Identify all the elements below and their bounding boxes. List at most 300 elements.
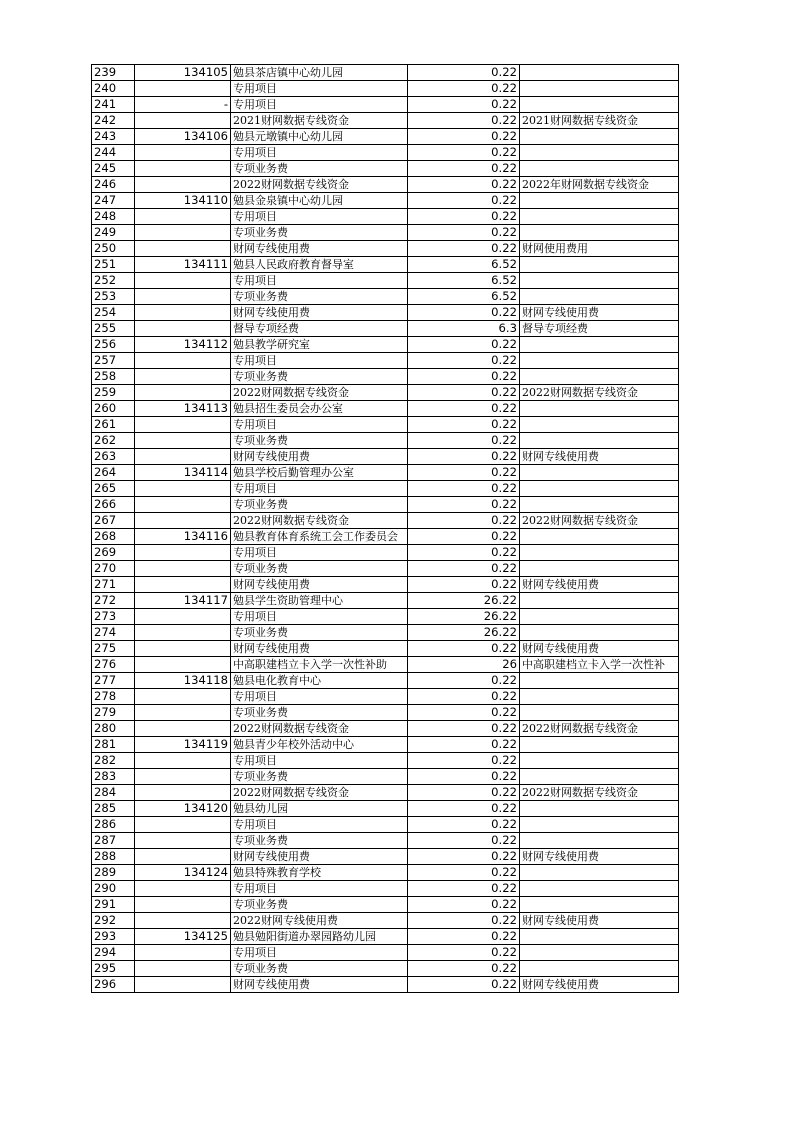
unit-code-cell xyxy=(135,273,231,289)
table-row xyxy=(92,321,679,337)
note-cell: 财网专线使用费 xyxy=(520,849,679,865)
note-cell: 2022财网数据专线资金 xyxy=(520,513,679,529)
amount-cell: 0.22 xyxy=(408,337,520,353)
table-row xyxy=(92,737,679,753)
amount-cell: 0.22 xyxy=(408,817,520,833)
unit-code-cell: 134113 xyxy=(135,401,231,417)
item-name-cell: 专项业务费 xyxy=(231,769,408,785)
item-name-cell: 2022财网数据专线资金 xyxy=(231,385,408,401)
item-name-cell: 财网专线使用费 xyxy=(231,641,408,657)
row-number-cell: 250 xyxy=(92,241,135,257)
amount-cell: 0.22 xyxy=(408,785,520,801)
note-cell xyxy=(520,145,679,161)
table-row xyxy=(92,273,679,289)
item-name-cell: 勉县教育体育系统工会工作委员会 xyxy=(231,529,408,545)
table-row xyxy=(92,161,679,177)
table-row xyxy=(92,961,679,977)
amount-cell: 0.22 xyxy=(408,673,520,689)
note-cell xyxy=(520,865,679,881)
table-row xyxy=(92,577,679,593)
row-number-cell: 294 xyxy=(92,945,135,961)
note-cell xyxy=(520,593,679,609)
table-row xyxy=(92,81,679,97)
row-number-cell: 243 xyxy=(92,129,135,145)
row-number-cell: 262 xyxy=(92,433,135,449)
row-number-cell: 292 xyxy=(92,913,135,929)
item-name-cell: 专用项目 xyxy=(231,353,408,369)
table-row xyxy=(92,65,679,81)
item-name-cell: 勉县元墩镇中心幼儿园 xyxy=(231,129,408,145)
unit-code-cell xyxy=(135,625,231,641)
item-name-cell: 勉县特殊教育学校 xyxy=(231,865,408,881)
amount-cell: 6.52 xyxy=(408,273,520,289)
row-number-cell: 241 xyxy=(92,97,135,113)
budget-table xyxy=(91,64,679,993)
table-row xyxy=(92,113,679,129)
item-name-cell: 专用项目 xyxy=(231,81,408,97)
row-number-cell: 248 xyxy=(92,209,135,225)
row-number-cell: 296 xyxy=(92,977,135,993)
unit-code-cell xyxy=(135,641,231,657)
row-number-cell: 291 xyxy=(92,897,135,913)
table-row xyxy=(92,897,679,913)
row-number-cell: 285 xyxy=(92,801,135,817)
amount-cell: 0.22 xyxy=(408,385,520,401)
item-name-cell: 勉县电化教育中心 xyxy=(231,673,408,689)
unit-code-cell: 134120 xyxy=(135,801,231,817)
amount-cell: 0.22 xyxy=(408,65,520,81)
row-number-cell: 242 xyxy=(92,113,135,129)
item-name-cell: 勉县青少年校外活动中心 xyxy=(231,737,408,753)
table-row xyxy=(92,193,679,209)
item-name-cell: 2022财网数据专线资金 xyxy=(231,785,408,801)
row-number-cell: 268 xyxy=(92,529,135,545)
row-number-cell: 265 xyxy=(92,481,135,497)
note-cell: 财网专线使用费 xyxy=(520,913,679,929)
item-name-cell: 专用项目 xyxy=(231,817,408,833)
item-name-cell: 专项业务费 xyxy=(231,561,408,577)
row-number-cell: 245 xyxy=(92,161,135,177)
table-row xyxy=(92,417,679,433)
item-name-cell: 专用项目 xyxy=(231,417,408,433)
row-number-cell: 273 xyxy=(92,609,135,625)
row-number-cell: 257 xyxy=(92,353,135,369)
amount-cell: 0.22 xyxy=(408,913,520,929)
note-cell xyxy=(520,337,679,353)
item-name-cell: 2022财网数据专线资金 xyxy=(231,177,408,193)
table-row xyxy=(92,433,679,449)
amount-cell: 0.22 xyxy=(408,977,520,993)
row-number-cell: 269 xyxy=(92,545,135,561)
item-name-cell: 财网专线使用费 xyxy=(231,977,408,993)
table-row xyxy=(92,289,679,305)
unit-code-cell xyxy=(135,177,231,193)
amount-cell: 0.22 xyxy=(408,497,520,513)
unit-code-cell xyxy=(135,305,231,321)
unit-code-cell xyxy=(135,657,231,673)
amount-cell: 0.22 xyxy=(408,161,520,177)
row-number-cell: 271 xyxy=(92,577,135,593)
unit-code-cell xyxy=(135,881,231,897)
item-name-cell: 专用项目 xyxy=(231,881,408,897)
note-cell xyxy=(520,545,679,561)
note-cell xyxy=(520,433,679,449)
amount-cell: 0.22 xyxy=(408,193,520,209)
note-cell xyxy=(520,97,679,113)
note-cell xyxy=(520,929,679,945)
row-number-cell: 254 xyxy=(92,305,135,321)
unit-code-cell xyxy=(135,81,231,97)
note-cell xyxy=(520,129,679,145)
note-cell: 财网专线使用费 xyxy=(520,577,679,593)
note-cell: 2022财网数据专线资金 xyxy=(520,785,679,801)
amount-cell: 0.22 xyxy=(408,353,520,369)
item-name-cell: 专用项目 xyxy=(231,545,408,561)
amount-cell: 0.22 xyxy=(408,769,520,785)
item-name-cell: 专项业务费 xyxy=(231,705,408,721)
unit-code-cell xyxy=(135,849,231,865)
unit-code-cell xyxy=(135,545,231,561)
amount-cell: 0.22 xyxy=(408,705,520,721)
item-name-cell: 专用项目 xyxy=(231,753,408,769)
row-number-cell: 266 xyxy=(92,497,135,513)
table-row xyxy=(92,529,679,545)
note-cell xyxy=(520,273,679,289)
item-name-cell: 财网专线使用费 xyxy=(231,449,408,465)
item-name-cell: 勉县幼儿园 xyxy=(231,801,408,817)
amount-cell: 0.22 xyxy=(408,481,520,497)
item-name-cell: 专项业务费 xyxy=(231,225,408,241)
unit-code-cell xyxy=(135,497,231,513)
unit-code-cell xyxy=(135,913,231,929)
unit-code-cell xyxy=(135,721,231,737)
amount-cell: 0.22 xyxy=(408,689,520,705)
item-name-cell: 专项业务费 xyxy=(231,833,408,849)
amount-cell: 0.22 xyxy=(408,577,520,593)
row-number-cell: 255 xyxy=(92,321,135,337)
note-cell: 2021财网数据专线资金 xyxy=(520,113,679,129)
amount-cell: 0.22 xyxy=(408,929,520,945)
table-row xyxy=(92,545,679,561)
row-number-cell: 295 xyxy=(92,961,135,977)
unit-code-cell xyxy=(135,561,231,577)
unit-code-cell xyxy=(135,513,231,529)
note-cell xyxy=(520,833,679,849)
unit-code-cell xyxy=(135,161,231,177)
amount-cell: 0.22 xyxy=(408,721,520,737)
note-cell xyxy=(520,289,679,305)
row-number-cell: 249 xyxy=(92,225,135,241)
row-number-cell: 261 xyxy=(92,417,135,433)
item-name-cell: 勉县勉阳街道办翠园路幼儿园 xyxy=(231,929,408,945)
amount-cell: 0.22 xyxy=(408,401,520,417)
row-number-cell: 278 xyxy=(92,689,135,705)
amount-cell: 0.22 xyxy=(408,241,520,257)
amount-cell: 0.22 xyxy=(408,641,520,657)
unit-code-cell xyxy=(135,385,231,401)
note-cell xyxy=(520,529,679,545)
table-row xyxy=(92,753,679,769)
table-row xyxy=(92,353,679,369)
row-number-cell: 284 xyxy=(92,785,135,801)
item-name-cell: 专项业务费 xyxy=(231,433,408,449)
row-number-cell: 267 xyxy=(92,513,135,529)
table-row xyxy=(92,177,679,193)
note-cell xyxy=(520,817,679,833)
note-cell: 中高职建档立卡入学一次性补 xyxy=(520,657,679,673)
amount-cell: 26.22 xyxy=(408,593,520,609)
table-row xyxy=(92,225,679,241)
item-name-cell: 勉县人民政府教育督导室 xyxy=(231,257,408,273)
item-name-cell: 勉县学校后勤管理办公室 xyxy=(231,465,408,481)
row-number-cell: 256 xyxy=(92,337,135,353)
row-number-cell: 288 xyxy=(92,849,135,865)
unit-code-cell xyxy=(135,577,231,593)
unit-code-cell xyxy=(135,689,231,705)
item-name-cell: 勉县茶店镇中心幼儿园 xyxy=(231,65,408,81)
table-row xyxy=(92,945,679,961)
row-number-cell: 244 xyxy=(92,145,135,161)
table-row xyxy=(92,705,679,721)
table-row xyxy=(92,849,679,865)
amount-cell: 6.52 xyxy=(408,257,520,273)
unit-code-cell xyxy=(135,753,231,769)
amount-cell: 0.22 xyxy=(408,225,520,241)
unit-code-cell xyxy=(135,769,231,785)
table-row xyxy=(92,833,679,849)
unit-code-cell: 134119 xyxy=(135,737,231,753)
table-row xyxy=(92,721,679,737)
item-name-cell: 勉县学生资助管理中心 xyxy=(231,593,408,609)
amount-cell: 0.22 xyxy=(408,209,520,225)
note-cell xyxy=(520,769,679,785)
amount-cell: 0.22 xyxy=(408,545,520,561)
table-row xyxy=(92,385,679,401)
amount-cell: 26 xyxy=(408,657,520,673)
table-row xyxy=(92,865,679,881)
unit-code-cell xyxy=(135,609,231,625)
unit-code-cell xyxy=(135,897,231,913)
note-cell xyxy=(520,897,679,913)
item-name-cell: 督导专项经费 xyxy=(231,321,408,337)
amount-cell: 0.22 xyxy=(408,97,520,113)
note-cell: 财网专线使用费 xyxy=(520,449,679,465)
item-name-cell: 专项业务费 xyxy=(231,961,408,977)
note-cell xyxy=(520,465,679,481)
table-row xyxy=(92,449,679,465)
row-number-cell: 275 xyxy=(92,641,135,657)
unit-code-cell xyxy=(135,705,231,721)
row-number-cell: 286 xyxy=(92,817,135,833)
table-row xyxy=(92,801,679,817)
item-name-cell: 专项业务费 xyxy=(231,497,408,513)
table-row xyxy=(92,209,679,225)
table-row xyxy=(92,817,679,833)
unit-code-cell xyxy=(135,225,231,241)
row-number-cell: 260 xyxy=(92,401,135,417)
note-cell xyxy=(520,417,679,433)
item-name-cell: 财网专线使用费 xyxy=(231,305,408,321)
row-number-cell: 274 xyxy=(92,625,135,641)
row-number-cell: 270 xyxy=(92,561,135,577)
amount-cell: 0.22 xyxy=(408,529,520,545)
amount-cell: 6.52 xyxy=(408,289,520,305)
row-number-cell: 277 xyxy=(92,673,135,689)
unit-code-cell xyxy=(135,321,231,337)
item-name-cell: 勉县招生委员会办公室 xyxy=(231,401,408,417)
item-name-cell: 2022财网数据专线资金 xyxy=(231,513,408,529)
amount-cell: 0.22 xyxy=(408,81,520,97)
unit-code-cell: 134116 xyxy=(135,529,231,545)
amount-cell: 0.22 xyxy=(408,433,520,449)
table-row xyxy=(92,689,679,705)
item-name-cell: 财网专线使用费 xyxy=(231,577,408,593)
row-number-cell: 282 xyxy=(92,753,135,769)
unit-code-cell: 134118 xyxy=(135,673,231,689)
amount-cell: 0.22 xyxy=(408,945,520,961)
row-number-cell: 287 xyxy=(92,833,135,849)
unit-code-cell xyxy=(135,481,231,497)
unit-code-cell xyxy=(135,977,231,993)
note-cell xyxy=(520,193,679,209)
row-number-cell: 281 xyxy=(92,737,135,753)
note-cell xyxy=(520,401,679,417)
table-row xyxy=(92,673,679,689)
item-name-cell: 勉县教学研究室 xyxy=(231,337,408,353)
amount-cell: 26.22 xyxy=(408,609,520,625)
amount-cell: 0.22 xyxy=(408,865,520,881)
amount-cell: 0.22 xyxy=(408,737,520,753)
note-cell: 财网专线使用费 xyxy=(520,641,679,657)
note-cell xyxy=(520,209,679,225)
table-row xyxy=(92,785,679,801)
item-name-cell: 专用项目 xyxy=(231,97,408,113)
note-cell xyxy=(520,369,679,385)
amount-cell: 0.22 xyxy=(408,897,520,913)
row-number-cell: 247 xyxy=(92,193,135,209)
unit-code-cell: 134114 xyxy=(135,465,231,481)
table-row xyxy=(92,929,679,945)
row-number-cell: 239 xyxy=(92,65,135,81)
note-cell xyxy=(520,81,679,97)
note-cell xyxy=(520,561,679,577)
note-cell xyxy=(520,161,679,177)
unit-code-cell xyxy=(135,241,231,257)
amount-cell: 6.3 xyxy=(408,321,520,337)
unit-code-cell xyxy=(135,433,231,449)
row-number-cell: 240 xyxy=(92,81,135,97)
row-number-cell: 289 xyxy=(92,865,135,881)
note-cell xyxy=(520,945,679,961)
item-name-cell: 2022财网专线使用费 xyxy=(231,913,408,929)
note-cell xyxy=(520,481,679,497)
amount-cell: 0.22 xyxy=(408,113,520,129)
unit-code-cell: 134110 xyxy=(135,193,231,209)
table-row xyxy=(92,609,679,625)
item-name-cell: 专项业务费 xyxy=(231,369,408,385)
item-name-cell: 专用项目 xyxy=(231,609,408,625)
amount-cell: 0.22 xyxy=(408,145,520,161)
unit-code-cell xyxy=(135,369,231,385)
amount-cell: 0.22 xyxy=(408,305,520,321)
amount-cell: 0.22 xyxy=(408,801,520,817)
table-row xyxy=(92,241,679,257)
unit-code-cell xyxy=(135,113,231,129)
amount-cell: 0.22 xyxy=(408,561,520,577)
table-row xyxy=(92,913,679,929)
table-row xyxy=(92,337,679,353)
note-cell xyxy=(520,353,679,369)
row-number-cell: 290 xyxy=(92,881,135,897)
amount-cell: 0.22 xyxy=(408,513,520,529)
table-row xyxy=(92,129,679,145)
table-row xyxy=(92,769,679,785)
note-cell: 财网专线使用费 xyxy=(520,977,679,993)
amount-cell: 0.22 xyxy=(408,833,520,849)
amount-cell: 0.22 xyxy=(408,129,520,145)
amount-cell: 0.22 xyxy=(408,417,520,433)
amount-cell: 0.22 xyxy=(408,881,520,897)
row-number-cell: 276 xyxy=(92,657,135,673)
row-number-cell: 246 xyxy=(92,177,135,193)
note-cell: 2022财网数据专线资金 xyxy=(520,721,679,737)
unit-code-cell xyxy=(135,145,231,161)
row-number-cell: 280 xyxy=(92,721,135,737)
unit-code-cell: - xyxy=(135,97,231,113)
row-number-cell: 259 xyxy=(92,385,135,401)
table-row xyxy=(92,305,679,321)
unit-code-cell xyxy=(135,449,231,465)
item-name-cell: 专用项目 xyxy=(231,689,408,705)
table-row xyxy=(92,401,679,417)
amount-cell: 0.22 xyxy=(408,849,520,865)
note-cell xyxy=(520,257,679,273)
unit-code-cell: 134125 xyxy=(135,929,231,945)
table-row xyxy=(92,561,679,577)
note-cell xyxy=(520,65,679,81)
unit-code-cell: 134106 xyxy=(135,129,231,145)
unit-code-cell xyxy=(135,417,231,433)
table-row xyxy=(92,97,679,113)
unit-code-cell xyxy=(135,961,231,977)
note-cell xyxy=(520,689,679,705)
row-number-cell: 258 xyxy=(92,369,135,385)
note-cell xyxy=(520,801,679,817)
row-number-cell: 264 xyxy=(92,465,135,481)
budget-table-body xyxy=(92,65,679,993)
item-name-cell: 专用项目 xyxy=(231,209,408,225)
note-cell xyxy=(520,225,679,241)
item-name-cell: 专项业务费 xyxy=(231,897,408,913)
note-cell xyxy=(520,673,679,689)
note-cell xyxy=(520,705,679,721)
note-cell: 财网专线使用费 xyxy=(520,305,679,321)
item-name-cell: 中高职建档立卡入学一次性补助 xyxy=(231,657,408,673)
amount-cell: 0.22 xyxy=(408,753,520,769)
item-name-cell: 专用项目 xyxy=(231,481,408,497)
row-number-cell: 272 xyxy=(92,593,135,609)
row-number-cell: 283 xyxy=(92,769,135,785)
note-cell xyxy=(520,753,679,769)
unit-code-cell xyxy=(135,353,231,369)
row-number-cell: 251 xyxy=(92,257,135,273)
table-row xyxy=(92,145,679,161)
unit-code-cell xyxy=(135,817,231,833)
table-row xyxy=(92,641,679,657)
amount-cell: 0.22 xyxy=(408,177,520,193)
note-cell: 督导专项经费 xyxy=(520,321,679,337)
item-name-cell: 专用项目 xyxy=(231,145,408,161)
